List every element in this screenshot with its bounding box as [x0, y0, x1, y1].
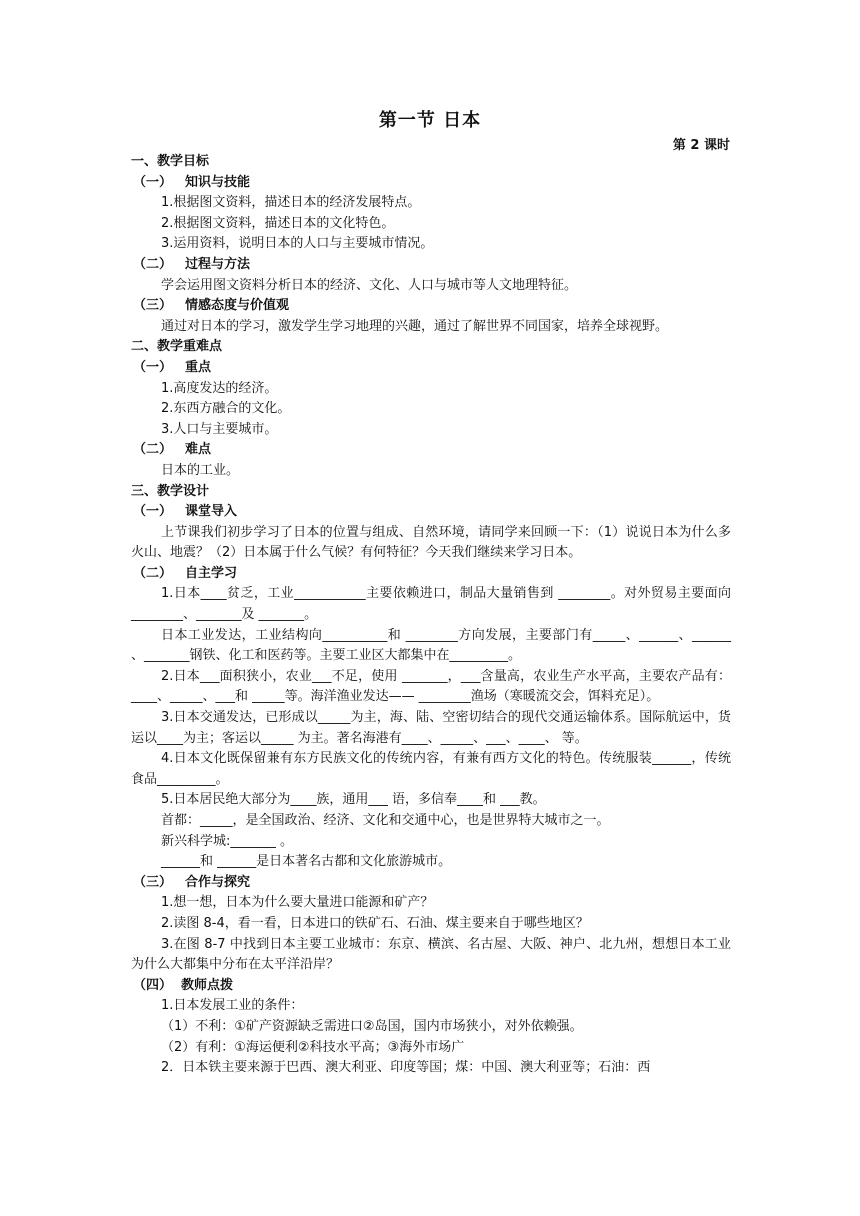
paragraph-line: 2.读图 8-4，看一看，日本进口的铁矿石、石油、煤主要来自于哪些地区？: [161, 915, 589, 931]
paragraph-line: （2）有利：①海运便利②科技水平高；③海外市场广: [161, 1039, 465, 1055]
paragraph-line: 2.日本___面积狭小，农业___不足，使用 _______，___含量高，农业生产水平高，主要农产品有：____、_____、___和 _____等。海洋渔业发达—— ________渔场（寒暖流交会，饵料充足）。: [131, 668, 731, 705]
paragraph-line: 上节课我们初步学习了日本的位置与组成、自然环境，请同学来回顾一下：（1）说说日本为什么多火山、地震？（2）日本属于什么气候？有何特征？今天我们继续来学习日本。: [131, 524, 731, 561]
paragraph-line: ______和 ______是日本著名古都和文化旅游城市。: [161, 854, 452, 870]
paragraph-line: 2.根据图文资料，描述日本的文化特色。: [161, 215, 395, 231]
paragraph-line: 2.东西方融合的文化。: [161, 401, 291, 417]
subsection-heading: [131, 873, 731, 894]
subsection-heading: [131, 358, 731, 379]
subsection-number: （四）: [133, 977, 173, 993]
paragraph-line: 首都：_____，是全国政治、经济、文化和交通中心，也是世界特大城市之一。: [161, 813, 610, 828]
paragraph-line: 日本工业发达，工业结构向__________和 ________方向发展，主要部门有_____、______、______ 、_______钢铁、化工和医药等。主要工业区大都集中在_________。: [131, 627, 731, 664]
subsection-title: 过程与方法: [185, 256, 251, 272]
section-heading: 三、教学设计: [131, 483, 210, 499]
subsection-title: 教师点拨: [181, 977, 234, 993]
paragraph-line: 3.人口与主要城市。: [161, 421, 278, 437]
subsection-heading: [131, 976, 731, 997]
section-heading: 一、教学目标: [131, 154, 210, 169]
paragraph-line: 4.日本文化既保留兼有东方民族文化的传统内容，有兼有西方文化的特色。传统服装______，传统食品_________。: [131, 751, 731, 787]
page-title: 第一节 日本: [378, 110, 482, 131]
document-body: [131, 152, 731, 1079]
subsection-title: 自主学习: [185, 565, 238, 581]
paragraph-line: 学会运用图文资料分析日本的经济、文化、人口与城市等人文地理特征。: [161, 277, 578, 293]
subsection-number: （一）: [133, 504, 173, 520]
subsection-number: （二）: [133, 256, 173, 272]
subsection-number: （二）: [133, 442, 173, 458]
subsection-title: 知识与技能: [185, 174, 251, 190]
subsection-number: （一）: [133, 359, 173, 375]
subsection-heading: [131, 255, 731, 276]
subsection-title: 难点: [185, 442, 212, 458]
paragraph-line: 新兴科学城:_______ 。: [161, 833, 294, 849]
paragraph-line: 2．日本铁主要来源于巴西、澳大利亚、印度等国；煤：中国、澳大利亚等；石油：西: [161, 1060, 651, 1076]
paragraph-line: 1.日本____贫乏，工业___________主要依赖进口，制品大量销售到 ________。对外贸易主要面向________、_______及 _______。: [131, 586, 731, 623]
subsection-heading: [131, 564, 731, 585]
subsection-number: （二）: [133, 565, 173, 581]
paragraph-line: 1.根据图文资料，描述日本的经济发展特点。: [161, 195, 421, 211]
paragraph-line: 3.运用资料，说明日本的人口与主要城市情况。: [161, 236, 434, 252]
paragraph-line: 1.高度发达的经济。: [161, 380, 278, 396]
subsection-heading: [131, 502, 731, 523]
subsection-heading: [131, 440, 731, 461]
subsection-heading: [131, 296, 731, 317]
paragraph-line: 5.日本居民绝大部分为____族，通用___ 语，多信奉____和 ___教。: [161, 792, 546, 808]
subsection-number: （一）: [133, 174, 173, 190]
subsection-heading: [131, 173, 731, 194]
paragraph-line: 通过对日本的学习，激发学生学习地理的兴趣，通过了解世界不同国家，培养全球视野。: [161, 318, 669, 334]
subsection-number: （三）: [133, 874, 173, 890]
paragraph-line: 1.想一想，日本为什么要大量进口能源和矿产？: [161, 895, 434, 911]
paragraph-line: （1）不利：①矿产资源缺乏需进口②岛国，国内市场狭小，对外依赖强。: [161, 1018, 583, 1034]
subsection-title: 合作与探究: [185, 874, 251, 890]
subsection-title: 课堂导入: [185, 504, 238, 520]
section-heading: 二、教学重难点: [131, 339, 223, 355]
subsection-number: （三）: [133, 298, 173, 314]
paragraph-line: 3.在图 8-7 中找到日本主要工业城市：东京、横滨、名古屋、大阪、神户、北九州，想想日本工业为什么大都集中分布在太平洋沿岸？: [131, 936, 731, 973]
paragraph-line: 1.日本发展工业的条件：: [161, 998, 304, 1014]
subsection-title: 重点: [185, 359, 212, 375]
lesson-label: 第 2 课时: [672, 138, 730, 153]
paragraph-line: 日本的工业。: [161, 462, 240, 478]
subsection-title: 情感态度与价值观: [185, 298, 290, 314]
paragraph-line: 3.日本交通发达，已形成以_____为主，海、陆、空密切结合的现代交通运输体系。国际航运中，货运以____为主；客运以_____ 为主。著名海港有____、_____、___、____、 等。: [131, 710, 731, 746]
